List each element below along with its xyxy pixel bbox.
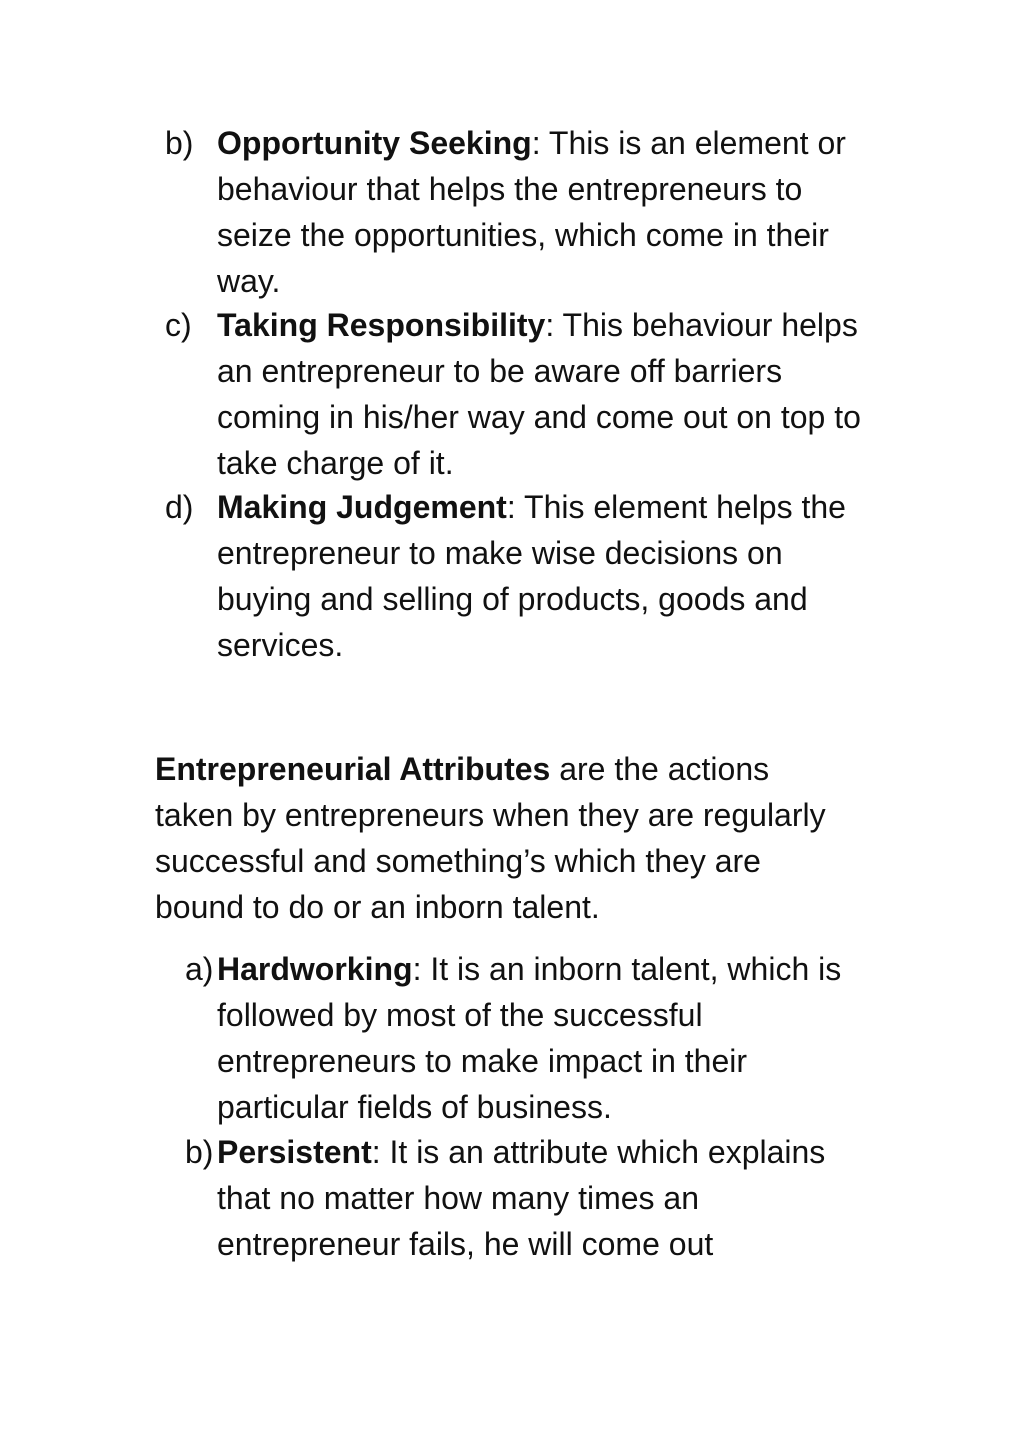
list-item-body	[217, 484, 877, 668]
paragraph-text: are the actions taken by entrepreneurs when they are regularly successful and something’s which they are bound to do or an inborn talent.	[155, 751, 826, 925]
list-item-body	[217, 1129, 877, 1267]
attributes-paragraph	[155, 746, 845, 930]
item-text: : This element helps the entrepreneur to make wise decisions on buying and selling of products, goods and services.	[217, 489, 846, 663]
item-term: Taking Responsibility	[217, 307, 546, 343]
item-text: : This behaviour helps an entrepreneur to be aware off barriers coming in his/her way and come out on top to take charge of it.	[217, 307, 861, 481]
list-item	[165, 484, 877, 668]
list-marker: d)	[165, 489, 194, 525]
list-item-body	[217, 302, 877, 486]
item-term: Persistent	[217, 1134, 372, 1170]
list-item-body	[217, 120, 877, 304]
list-marker: a)	[185, 951, 214, 987]
list-item-body	[217, 946, 877, 1130]
paragraph-term: Entrepreneurial Attributes	[155, 751, 551, 787]
list-marker: b)	[185, 1134, 214, 1170]
list-item	[185, 1129, 877, 1267]
list-marker: c)	[165, 307, 192, 343]
list-marker: b)	[165, 125, 194, 161]
list-item	[165, 120, 877, 304]
item-text: : This is an element or behaviour that helps the entrepreneurs to seize the opportunities, which come in their way.	[217, 125, 846, 299]
item-text: : It is an inborn talent, which is followed by most of the successful entrepreneurs to make impact in their particular fields of business.	[217, 951, 842, 1125]
list-item	[165, 302, 877, 486]
item-text: : It is an attribute which explains that no matter how many times an entrepreneur fails, he will come out	[217, 1134, 826, 1262]
item-term: Hardworking	[217, 951, 413, 987]
item-term: Opportunity Seeking	[217, 125, 532, 161]
list-item	[185, 946, 877, 1130]
item-term: Making Judgement	[217, 489, 507, 525]
